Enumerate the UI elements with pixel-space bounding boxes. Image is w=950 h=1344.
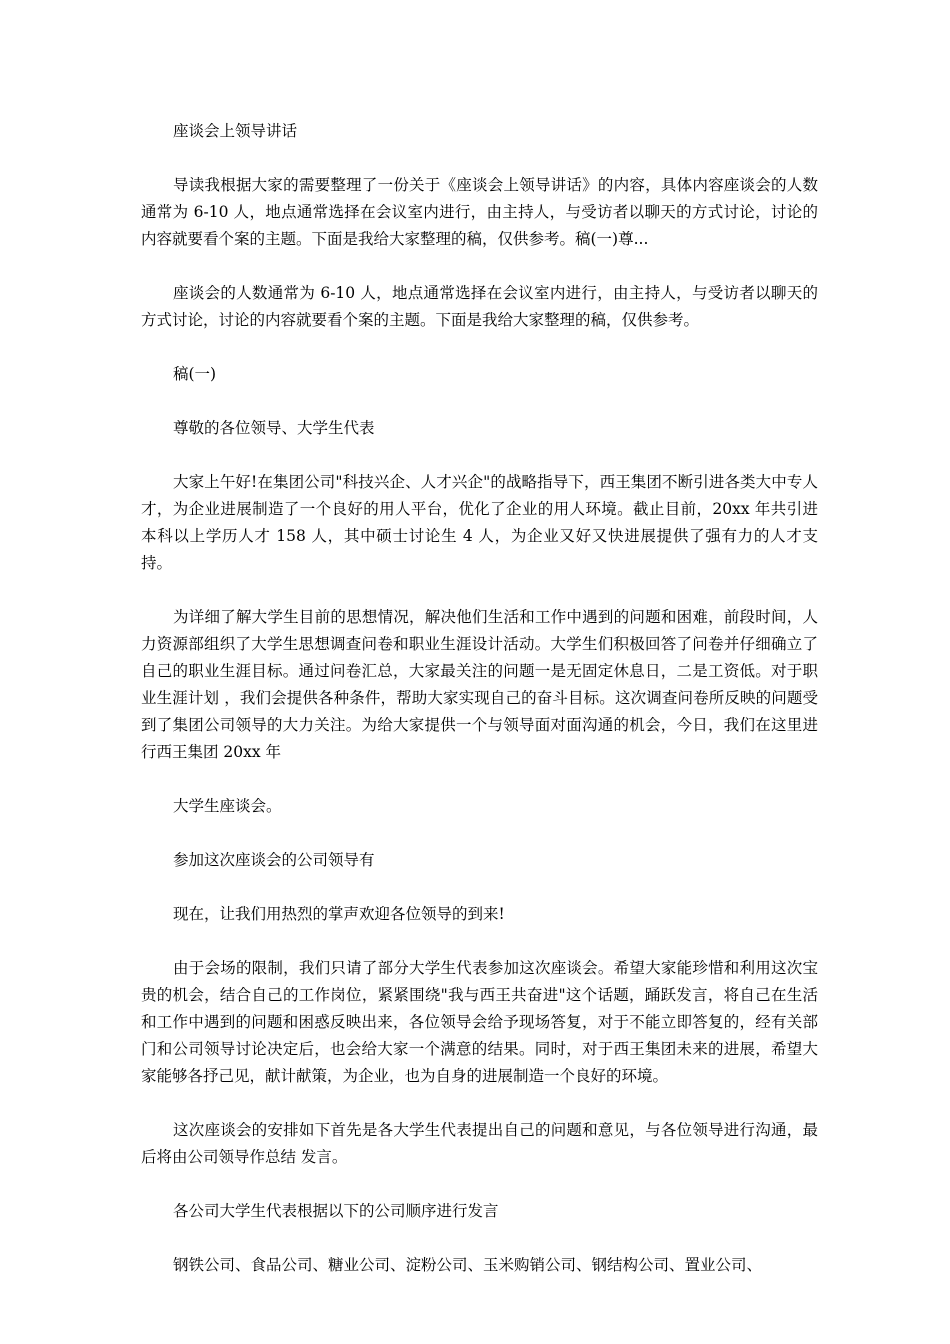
paragraph-salutation: 尊敬的各位领导、大学生代表 xyxy=(173,419,375,437)
paragraph-venue-limit: 由于会场的限制，我们只请了部分大学生代表参加这次座谈会。希望大家能珍惜和利用这次宝贵的机会，结合自己的工作岗位，紧紧围绕"我与西王共奋进"这个话题，踊跃发言，将自己在生活和工作中遇到的问题和困惑反映出来，各位领导会给予现场答复，对于不能立即答复的，经有关部门和公司领导讨论决定后，也会给大家一个满意的结果。同时，对于西王集团未来的进展，希望大家能够各抒己见，献计献策，为企业，也为自身的进展制造一个良好的环境。 xyxy=(141,959,818,1085)
paragraph-summary: 座谈会的人数通常为 6-10 人，地点通常选择在会议室内进行，由主持人，与受访者以聊天的方式讨论，讨论的内容就要看个案的主题。下面是我给大家整理的稿，仅供参考。 xyxy=(141,284,818,329)
paragraph-company-list: 钢铁公司、食品公司、糖业公司、淀粉公司、玉米购销公司、钢结构公司、置业公司、 xyxy=(173,1256,763,1274)
paragraph-welcome: 现在，让我们用热烈的掌声欢迎各位领导的到来! xyxy=(173,905,505,923)
paragraph-attending-leaders: 参加这次座谈会的公司领导有 xyxy=(173,851,375,869)
paragraph-survey: 为详细了解大学生目前的思想情况，解决他们生活和工作中遇到的问题和困难，前段时间，人力资源部组织了大学生思想调查问卷和职业生涯设计活动。大学生们积极回答了问卷并仔细确立了自己的职业生涯目标。通过问卷汇总，大家最关注的问题一是无固定休息日，二是工资低。对于职业生涯计划 ，我们会提供各种条件，帮助大家实现自己的奋斗目标。这次调查问卷所反映的问题受到了集团公司领导的大力关注。为给大家提供一个与领导面对面沟通的机会，今日，我们在这里进行西王集团 20xx 年 xyxy=(141,608,818,761)
paragraph-speaking-order: 各公司大学生代表根据以下的公司顺序进行发言 xyxy=(173,1202,499,1220)
paragraph-agenda: 这次座谈会的安排如下首先是各大学生代表提出自己的问题和意见，与各位领导进行沟通，最后将由公司领导作总结 发言。 xyxy=(141,1121,818,1166)
paragraph-meeting-name: 大学生座谈会。 xyxy=(173,797,282,815)
document-title: 座谈会上领导讲话 xyxy=(173,122,298,140)
paragraph-draft-heading: 稿(一) xyxy=(173,365,217,383)
paragraph-greeting: 大家上午好!在集团公司"科技兴企、人才兴企"的战略指导下，西王集团不断引进各类大中专人才，为企业进展制造了一个良好的用人平台，优化了企业的用人环境。截止目前，20xx 年共引进本科以上学历人才 158 人，其中硕士讨论生 4 人，为企业又好又快进展提供了强有力的人才支持。 xyxy=(141,473,818,572)
document-page xyxy=(141,118,818,1306)
paragraph-intro: 导读我根据大家的需要整理了一份关于《座谈会上领导讲话》的内容，具体内容座谈会的人数通常为 6-10 人，地点通常选择在会议室内进行，由主持人，与受访者以聊天的方式讨论，讨论的内容就要看个案的主题。下面是我给大家整理的稿，仅供参考。稿(一)尊... xyxy=(141,176,818,248)
